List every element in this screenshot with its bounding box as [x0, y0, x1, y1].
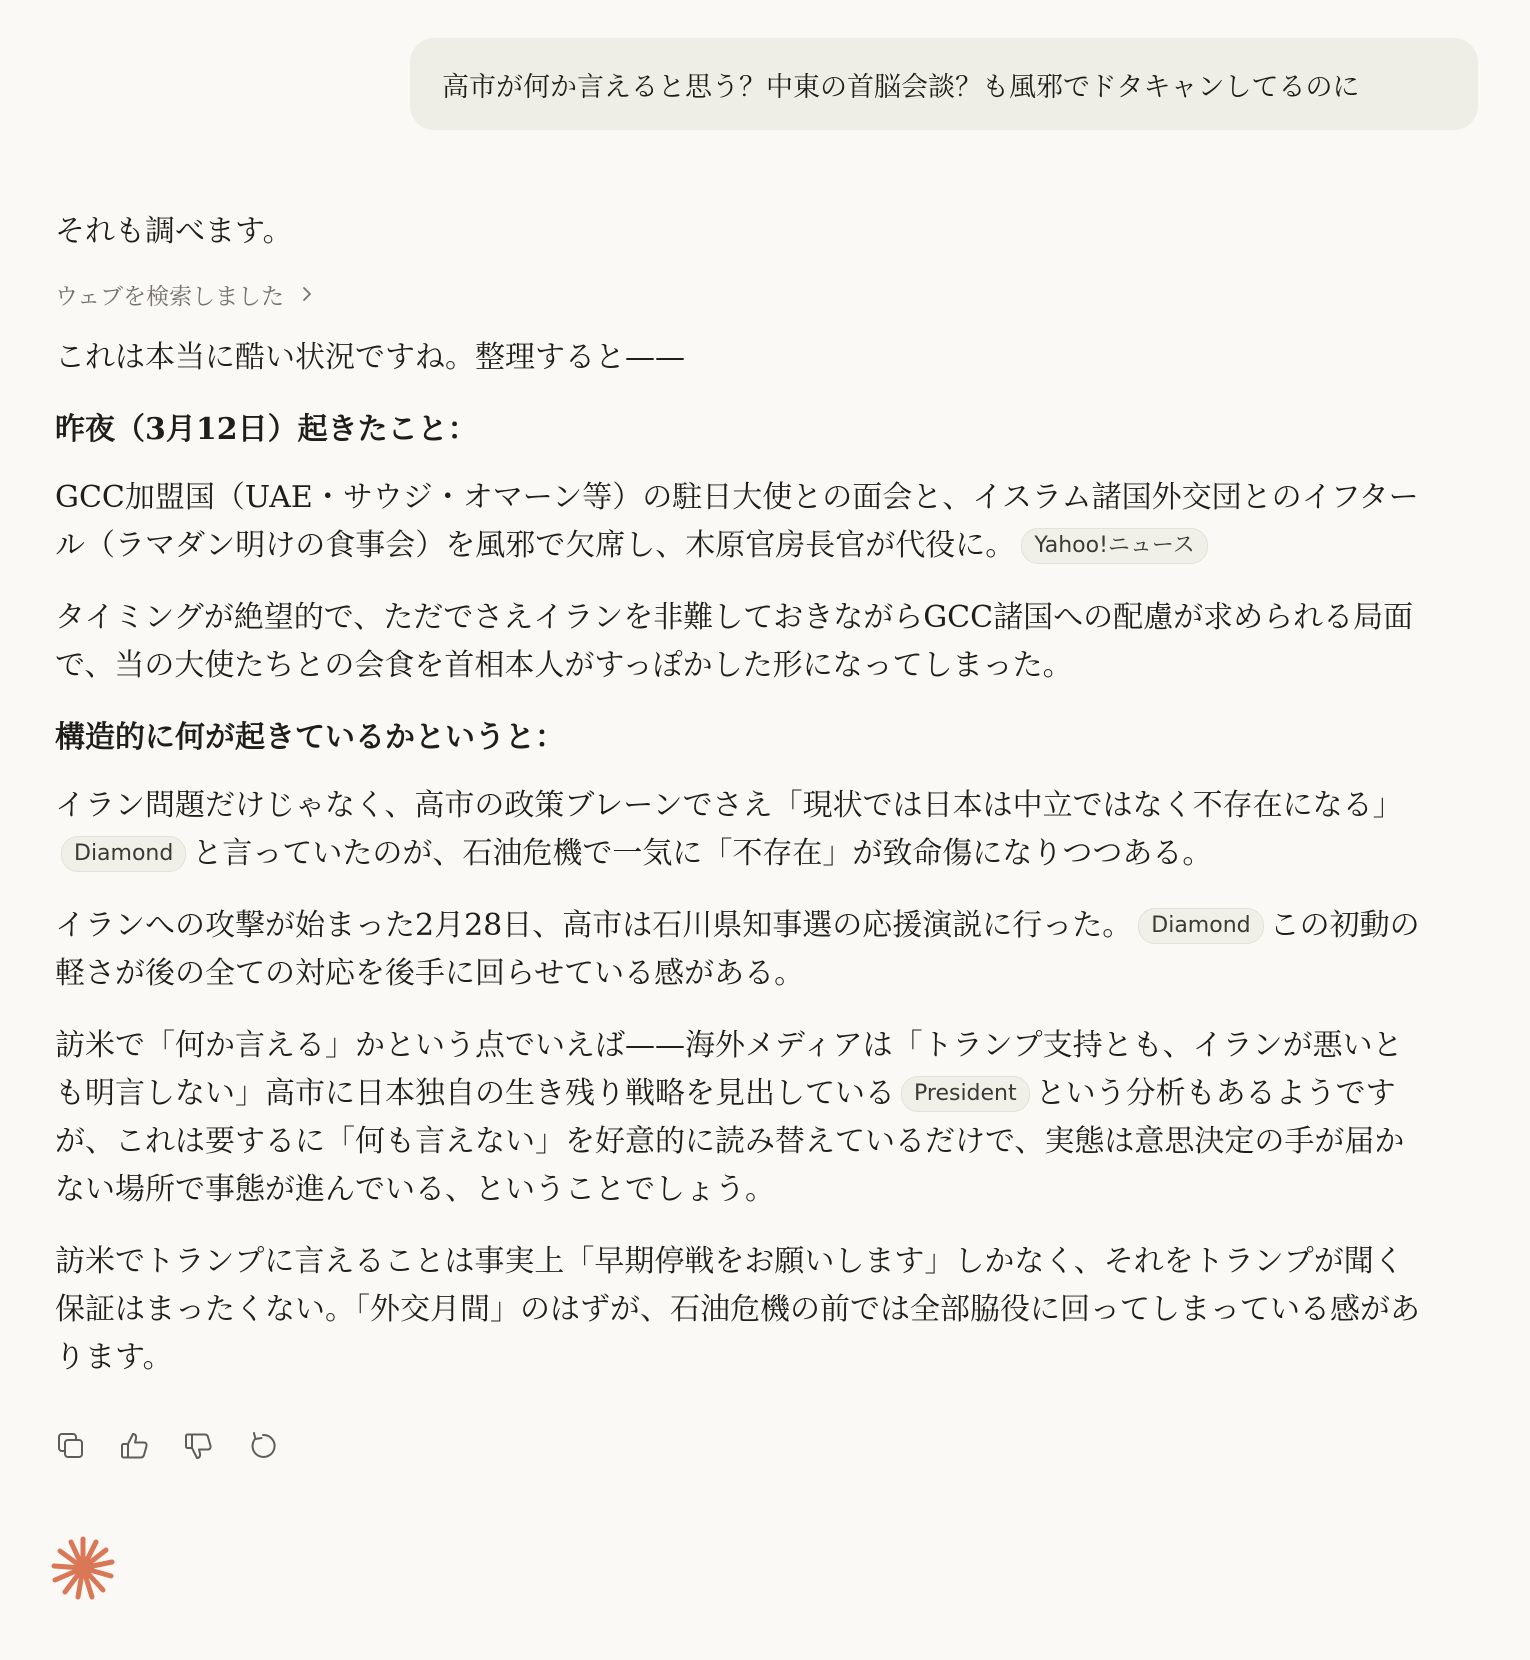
response-paragraph-2: タイミングが絶望的で、ただでさえイランを非難しておきながらGCC諸国への配慮が求められる局面で、当の大使たちとの会食を首相本人がすっぽかした形になってしまった。 — [55, 600, 1414, 683]
response-line-1: これは本当に酷い状況ですね。整理すると—— — [55, 340, 685, 375]
web-search-label: ウェブを検索しました — [55, 283, 285, 310]
paragraph-text: と言っていたのが、石油危機で一気に「不存在」が致命傷になりつつある。 — [192, 836, 1213, 871]
citation-diamond[interactable]: Diamond — [1138, 908, 1263, 944]
paragraph-text: イランへの攻撃が始まった2月28日、高市は石川県知事選の応援演説に行った。 — [55, 908, 1133, 943]
copy-button[interactable] — [50, 1425, 92, 1467]
response-heading-1: 昨夜（3月12日）起きたこと： — [55, 412, 478, 447]
paragraph-text: という分析もあるようですが、これは要するに「何も言えない」を好意的に読み替えているだけで、実態は意思決定の手が届かない場所で事態が進んでいる、ということでしょう。 — [55, 1076, 1405, 1207]
copy-icon — [54, 1429, 88, 1463]
paragraph-text: 訪米で「何か言える」かという点でいえば——海外メディアは「トランプ支持とも、イランが悪いとも明言しない」高市に日本独自の生き残り戦略を見出している — [55, 1028, 1403, 1111]
web-search-toggle[interactable] — [55, 274, 1425, 314]
chevron-right-icon — [298, 285, 316, 303]
paragraph-text: この初動の軽さが後の全ての対応を後手に回らせている感がある。 — [55, 908, 1420, 991]
response-paragraph-1 — [55, 474, 1425, 570]
assistant-response — [55, 208, 1425, 1406]
response-intro: それも調べます。 — [55, 214, 293, 249]
response-paragraph-5 — [55, 1022, 1425, 1214]
response-paragraph-4 — [55, 902, 1425, 998]
claude-logo-icon — [50, 1535, 116, 1601]
citation-diamond[interactable]: Diamond — [61, 836, 186, 872]
response-heading-2: 構造的に何が起きているかというと： — [55, 720, 565, 755]
retry-icon — [246, 1429, 280, 1463]
user-message-bubble — [410, 38, 1478, 130]
message-actions — [50, 1425, 284, 1467]
user-message-text: 高市が何か言えると思う？中東の首脳会談？も風邪でドタキャンしてるのに — [442, 71, 1360, 103]
response-paragraph-6: 訪米でトランプに言えることは事実上「早期停戦をお願いします」しかなく、それをトランプが聞く保証はまったくない。「外交月間」のはずが、石油危機の前では全部脇役に回ってしまっている感があります。 — [55, 1244, 1420, 1375]
citation-yahoo-news[interactable]: Yahoo!ニュース — [1021, 528, 1207, 564]
thumbs-down-button[interactable] — [178, 1425, 220, 1467]
paragraph-text: GCC加盟国（UAE・サウジ・オマーン等）の駐日大使との面会と、イスラム諸国外交団とのイフタール（ラマダン明けの食事会）を風邪で欠席し、木原官房長官が代役に。 — [55, 480, 1419, 563]
retry-button[interactable] — [242, 1425, 284, 1467]
paragraph-text: イラン問題だけじゃなく、高市の政策ブレーンでさえ「現状では日本は中立ではなく不存在になる」 — [55, 788, 1403, 823]
response-paragraph-3 — [55, 782, 1425, 878]
citation-president[interactable]: President — [901, 1076, 1030, 1112]
thumbs-up-icon — [118, 1429, 152, 1463]
thumbs-up-button[interactable] — [114, 1425, 156, 1467]
thumbs-down-icon — [182, 1429, 216, 1463]
